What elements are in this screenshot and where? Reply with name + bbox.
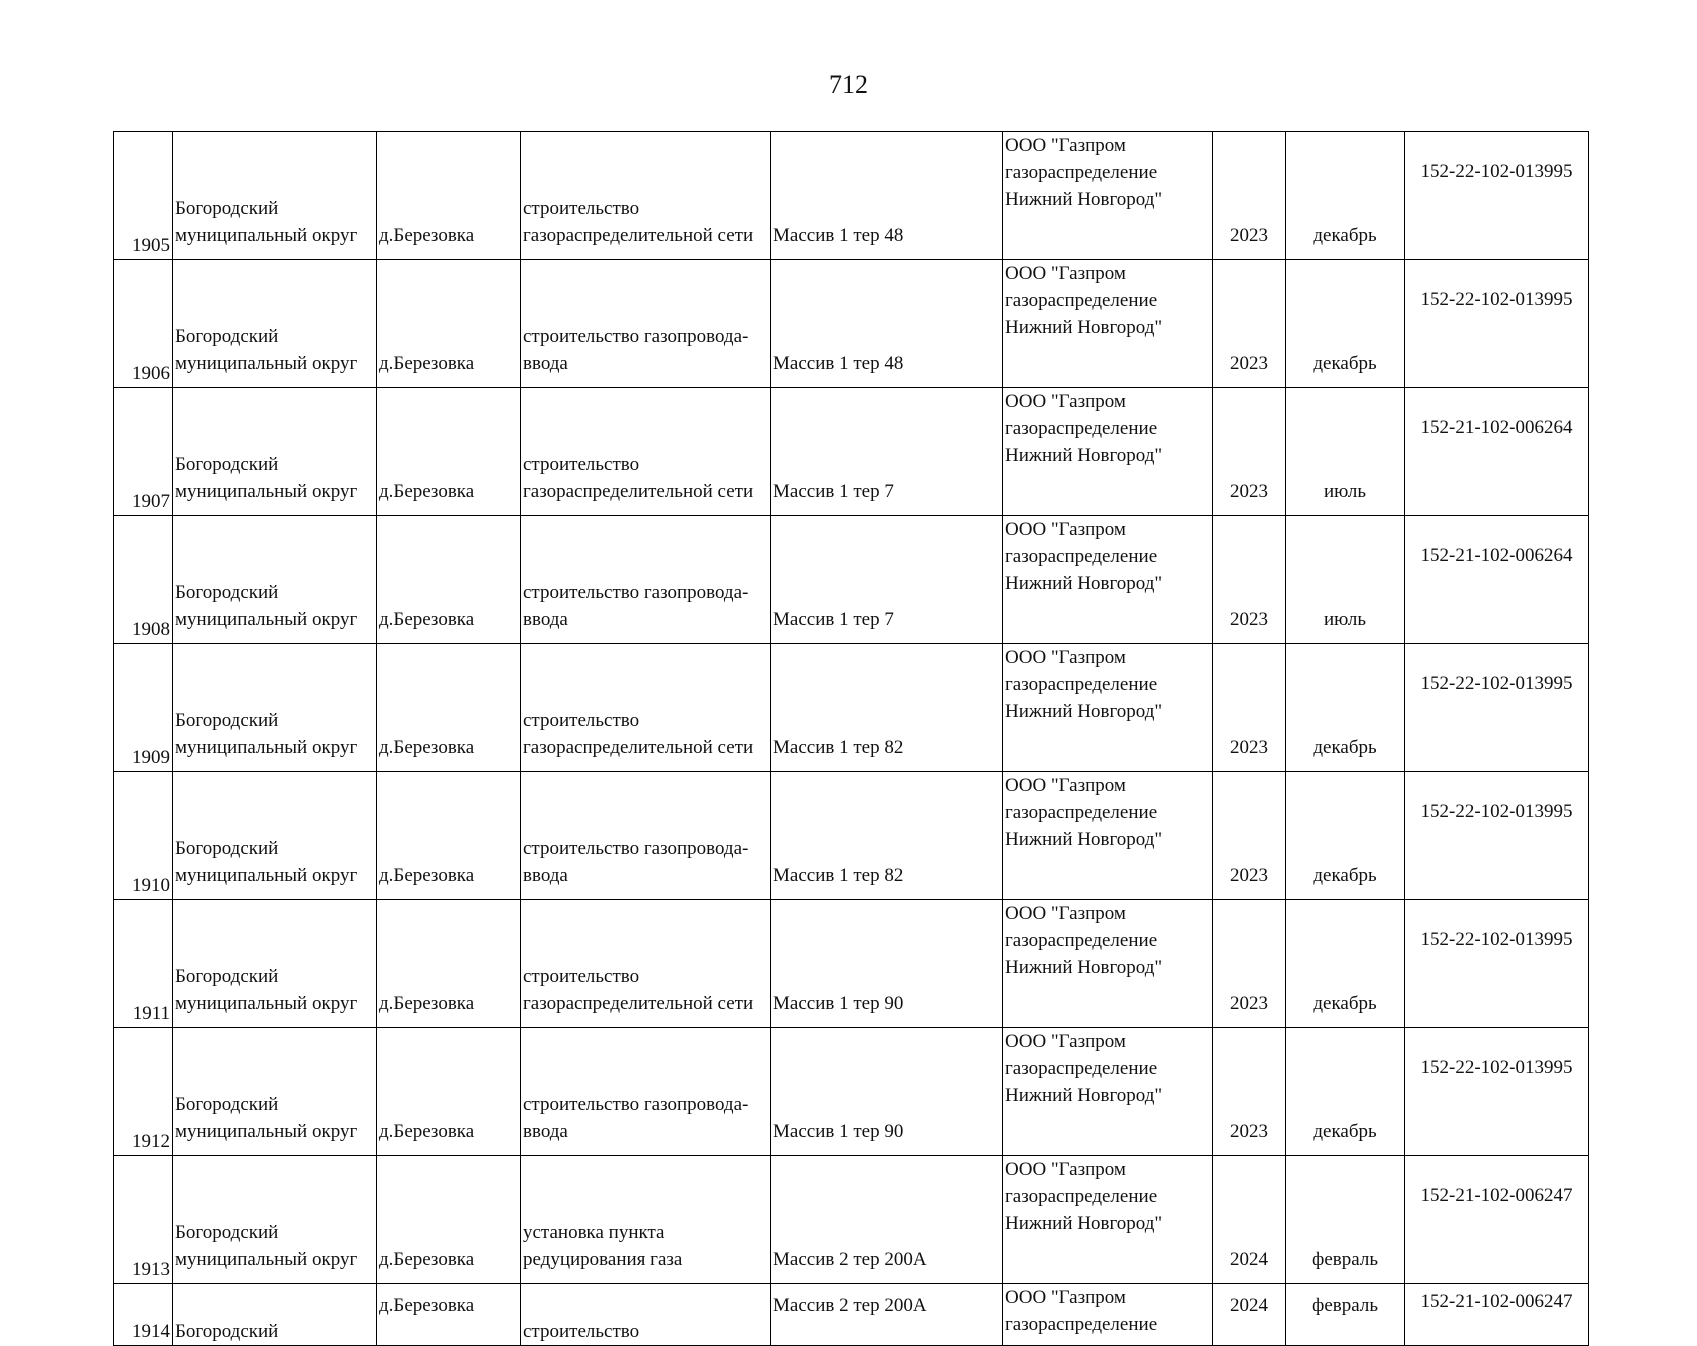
work-type-cell (521, 1156, 771, 1284)
village-cell: д.Березовка (377, 1028, 521, 1156)
work-type-cell (521, 132, 771, 260)
district-cell (173, 1156, 377, 1284)
address-cell: Массив 2 тер 200А (771, 1156, 1003, 1284)
work-type-line: ввода (523, 865, 568, 886)
work-type-line: газораспределительной сети (523, 481, 754, 502)
address-cell: Массив 2 тер 200А (771, 1284, 1003, 1346)
work-type-cell (521, 388, 771, 516)
work-type-cell (521, 772, 771, 900)
work-type-line: газораспределительной сети (523, 993, 754, 1014)
village-cell: д.Березовка (377, 132, 521, 260)
document-number-cell: 152-21-102-006247 (1405, 1156, 1589, 1284)
organization-cell (1003, 772, 1213, 900)
year-cell: 2023 (1213, 388, 1286, 516)
year-cell: 2023 (1213, 644, 1286, 772)
work-type-line: строительство газопровода- (523, 1094, 749, 1115)
organization-line: ООО "Газпром (1005, 1287, 1126, 1308)
address-cell: Массив 1 тер 48 (771, 132, 1003, 260)
organization-cell (1003, 644, 1213, 772)
document-number-cell: 152-22-102-013995 (1405, 900, 1589, 1028)
work-type-line: газораспределительной сети (523, 737, 754, 758)
work-type-cell (521, 1028, 771, 1156)
work-type-line: строительство (523, 966, 640, 987)
year-cell: 2023 (1213, 1028, 1286, 1156)
document-number-cell: 152-22-102-013995 (1405, 1028, 1589, 1156)
month-cell: декабрь (1286, 900, 1405, 1028)
organization-line: Нижний Новгород" (1005, 701, 1163, 722)
document-number-cell: 152-21-102-006264 (1405, 388, 1589, 516)
organization-line: Нижний Новгород" (1005, 317, 1163, 338)
organization-line: газораспределение (1005, 546, 1158, 567)
district-line: Богородский (175, 198, 279, 219)
month-cell: февраль (1286, 1284, 1405, 1346)
table-row (114, 132, 1589, 260)
address-cell: Массив 1 тер 7 (771, 516, 1003, 644)
month-cell: декабрь (1286, 132, 1405, 260)
organization-line: Нижний Новгород" (1005, 573, 1163, 594)
work-type-line: ввода (523, 609, 568, 630)
organization-line: газораспределение (1005, 1058, 1158, 1079)
work-type-cell (521, 900, 771, 1028)
address-cell: Массив 1 тер 90 (771, 900, 1003, 1028)
district-line: муниципальный округ (175, 1121, 358, 1142)
organization-cell (1003, 516, 1213, 644)
work-type-line: строительство газопровода- (523, 838, 749, 859)
table-row (114, 1156, 1589, 1284)
table-row (114, 900, 1589, 1028)
village-cell: д.Березовка (377, 1284, 521, 1346)
district-line: муниципальный округ (175, 1249, 358, 1270)
document-number-cell: 152-22-102-013995 (1405, 644, 1589, 772)
row-number-cell: 1905 (114, 132, 173, 260)
organization-line: газораспределение (1005, 1314, 1158, 1335)
year-cell: 2023 (1213, 260, 1286, 388)
work-type-line: редуцирования газа (523, 1249, 683, 1270)
address-cell: Массив 1 тер 82 (771, 772, 1003, 900)
organization-line: ООО "Газпром (1005, 1159, 1126, 1180)
organization-line: ООО "Газпром (1005, 263, 1126, 284)
district-line: Богородский (175, 326, 279, 347)
table-row (114, 1284, 1589, 1346)
document-number-cell: 152-22-102-013995 (1405, 260, 1589, 388)
organization-cell (1003, 900, 1213, 1028)
district-line: Богородский (175, 838, 279, 859)
district-cell (173, 1284, 377, 1346)
address-cell: Массив 1 тер 82 (771, 644, 1003, 772)
table-row (114, 644, 1589, 772)
district-line: Богородский (175, 454, 279, 475)
work-type-line: строительство (523, 198, 640, 219)
district-cell (173, 260, 377, 388)
table-row (114, 772, 1589, 900)
row-number-cell: 1914 (114, 1284, 173, 1346)
address-cell: Массив 1 тер 7 (771, 388, 1003, 516)
address-cell: Массив 1 тер 48 (771, 260, 1003, 388)
district-cell (173, 900, 377, 1028)
district-line: муниципальный округ (175, 353, 358, 374)
document-number-cell: 152-22-102-013995 (1405, 772, 1589, 900)
work-type-line: установка пункта (523, 1222, 665, 1243)
organization-line: газораспределение (1005, 290, 1158, 311)
district-line: Богородский (175, 1321, 279, 1342)
organization-line: газораспределение (1005, 418, 1158, 439)
work-type-cell (521, 644, 771, 772)
district-line: муниципальный округ (175, 609, 358, 630)
organization-line: ООО "Газпром (1005, 391, 1126, 412)
work-type-line: газораспределительной сети (523, 225, 754, 246)
table-row (114, 388, 1589, 516)
row-number-cell: 1911 (114, 900, 173, 1028)
month-cell: июль (1286, 516, 1405, 644)
village-cell: д.Березовка (377, 772, 521, 900)
organization-line: Нижний Новгород" (1005, 189, 1163, 210)
organization-cell (1003, 260, 1213, 388)
table-row (114, 516, 1589, 644)
work-type-line: строительство (523, 454, 640, 475)
district-line: муниципальный округ (175, 225, 358, 246)
organization-line: газораспределение (1005, 1186, 1158, 1207)
village-cell: д.Березовка (377, 260, 521, 388)
organization-line: ООО "Газпром (1005, 519, 1126, 540)
work-type-line: строительство газопровода- (523, 326, 749, 347)
organization-line: Нижний Новгород" (1005, 445, 1163, 466)
village-cell: д.Березовка (377, 516, 521, 644)
row-number-cell: 1907 (114, 388, 173, 516)
address-cell: Массив 1 тер 90 (771, 1028, 1003, 1156)
district-cell (173, 1028, 377, 1156)
district-cell (173, 644, 377, 772)
district-line: Богородский (175, 710, 279, 731)
row-number-cell: 1910 (114, 772, 173, 900)
village-cell: д.Березовка (377, 644, 521, 772)
district-cell (173, 516, 377, 644)
organization-line: Нижний Новгород" (1005, 1213, 1163, 1234)
gas-works-table (113, 131, 1589, 1346)
organization-cell (1003, 388, 1213, 516)
year-cell: 2024 (1213, 1284, 1286, 1346)
row-number-cell: 1913 (114, 1156, 173, 1284)
organization-line: ООО "Газпром (1005, 775, 1126, 796)
district-line: муниципальный округ (175, 481, 358, 502)
table-body (114, 132, 1589, 1346)
organization-line: газораспределение (1005, 674, 1158, 695)
document-number-cell: 152-22-102-013995 (1405, 132, 1589, 260)
organization-line: газораспределение (1005, 930, 1158, 951)
month-cell: декабрь (1286, 1028, 1405, 1156)
work-type-line: строительство газопровода- (523, 582, 749, 603)
year-cell: 2023 (1213, 900, 1286, 1028)
district-line: Богородский (175, 1222, 279, 1243)
page-number: 712 (829, 70, 868, 99)
organization-cell (1003, 1156, 1213, 1284)
work-type-cell (521, 516, 771, 644)
village-cell: д.Березовка (377, 900, 521, 1028)
document-number-cell: 152-21-102-006247 (1405, 1284, 1589, 1346)
row-number-cell: 1912 (114, 1028, 173, 1156)
organization-line: ООО "Газпром (1005, 903, 1126, 924)
month-cell: декабрь (1286, 772, 1405, 900)
organization-line: Нижний Новгород" (1005, 829, 1163, 850)
table-row (114, 1028, 1589, 1156)
organization-line: ООО "Газпром (1005, 647, 1126, 668)
district-cell (173, 772, 377, 900)
organization-line: Нижний Новгород" (1005, 1085, 1163, 1106)
organization-cell (1003, 132, 1213, 260)
row-number-cell: 1906 (114, 260, 173, 388)
organization-cell (1003, 1284, 1213, 1346)
year-cell: 2024 (1213, 1156, 1286, 1284)
district-line: муниципальный округ (175, 737, 358, 758)
district-line: муниципальный округ (175, 993, 358, 1014)
organization-cell (1003, 1028, 1213, 1156)
organization-line: Нижний Новгород" (1005, 957, 1163, 978)
work-type-line: ввода (523, 1121, 568, 1142)
month-cell: февраль (1286, 1156, 1405, 1284)
year-cell: 2023 (1213, 132, 1286, 260)
document-number-cell: 152-21-102-006264 (1405, 516, 1589, 644)
village-cell: д.Березовка (377, 1156, 521, 1284)
table-row (114, 260, 1589, 388)
row-number-cell: 1909 (114, 644, 173, 772)
district-line: Богородский (175, 1094, 279, 1115)
work-type-cell (521, 1284, 771, 1346)
work-type-line: строительство (523, 1321, 640, 1342)
organization-line: газораспределение (1005, 162, 1158, 183)
district-cell (173, 388, 377, 516)
district-line: Богородский (175, 966, 279, 987)
work-type-cell (521, 260, 771, 388)
organization-line: ООО "Газпром (1005, 135, 1126, 156)
month-cell: июль (1286, 388, 1405, 516)
village-cell: д.Березовка (377, 388, 521, 516)
month-cell: декабрь (1286, 260, 1405, 388)
row-number-cell: 1908 (114, 516, 173, 644)
district-cell (173, 132, 377, 260)
organization-line: ООО "Газпром (1005, 1031, 1126, 1052)
work-type-line: ввода (523, 353, 568, 374)
organization-line: газораспределение (1005, 802, 1158, 823)
year-cell: 2023 (1213, 772, 1286, 900)
work-type-line: строительство (523, 710, 640, 731)
month-cell: декабрь (1286, 644, 1405, 772)
district-line: Богородский (175, 582, 279, 603)
district-line: муниципальный округ (175, 865, 358, 886)
year-cell: 2023 (1213, 516, 1286, 644)
